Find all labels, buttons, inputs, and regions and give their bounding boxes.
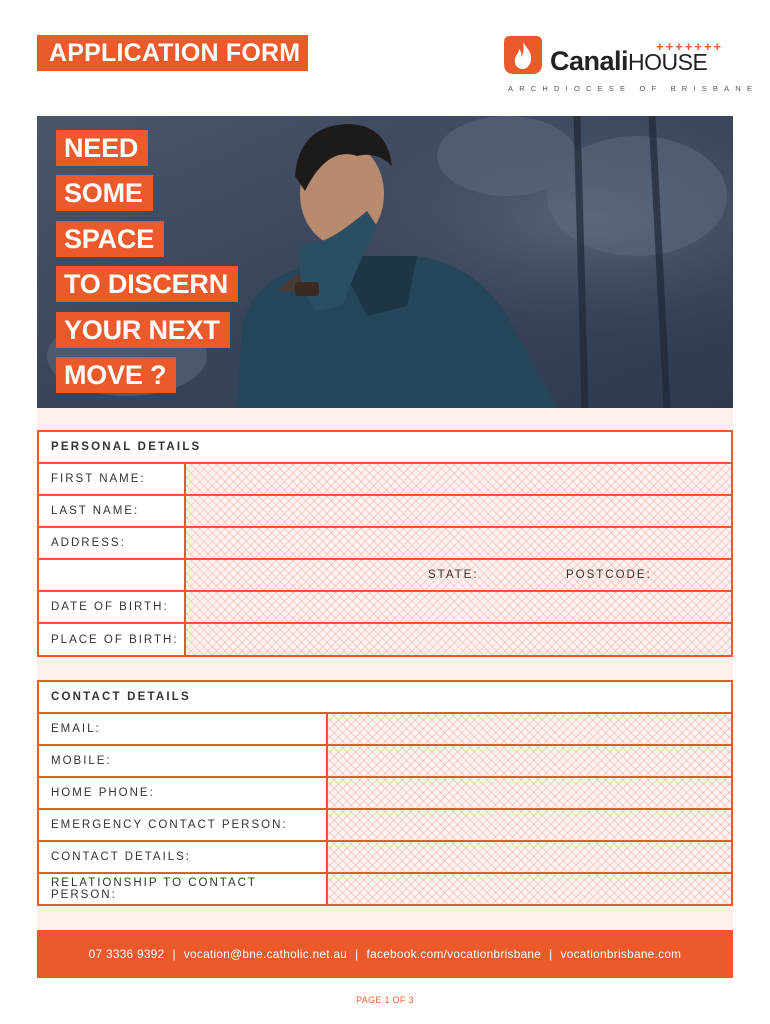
state-label: STATE: — [428, 569, 479, 581]
form-row — [39, 810, 731, 842]
footer-website: vocationbrisbane.com — [560, 947, 682, 961]
form-row — [39, 746, 731, 778]
relationship-field[interactable] — [328, 874, 731, 904]
footer-email: vocation@bne.catholic.net.au — [183, 947, 348, 961]
contact-details-field[interactable] — [328, 842, 731, 872]
last-name-label: LAST NAME: — [39, 496, 186, 526]
section-heading: PERSONAL DETAILS — [39, 432, 731, 464]
contact-details-section — [37, 680, 733, 906]
form-title: APPLICATION FORM — [37, 35, 308, 71]
hero-line-5: YOUR NEXT — [56, 312, 230, 348]
personal-details-section — [37, 430, 733, 657]
address-line-2-field[interactable] — [186, 560, 731, 590]
last-name-field[interactable] — [186, 496, 731, 526]
hero-banner — [37, 116, 733, 408]
address-line-2-label — [39, 560, 186, 590]
footer-separator: | — [355, 947, 359, 961]
form-row — [39, 778, 731, 810]
place-of-birth-label: PLACE OF BIRTH: — [39, 624, 186, 655]
logo-tagline: ARCHDIOCESE OF BRISBANE — [508, 84, 759, 93]
mobile-label: MOBILE: — [39, 746, 328, 776]
hero-line-3: SPACE — [56, 221, 164, 257]
form-row — [39, 592, 731, 624]
home-phone-field[interactable] — [328, 778, 731, 808]
date-of-birth-label: DATE OF BIRTH: — [39, 592, 186, 622]
form-row — [39, 874, 731, 904]
page-number: PAGE 1 OF 3 — [356, 995, 414, 1005]
canali-house-logo — [502, 34, 759, 96]
footer-separator: | — [549, 947, 553, 961]
relationship-label: RELATIONSHIP TO CONTACT PERSON: — [39, 874, 328, 904]
mobile-field[interactable] — [328, 746, 731, 776]
email-label: EMAIL: — [39, 714, 328, 744]
hero-line-1: NEED — [56, 130, 148, 166]
contact-footer — [37, 930, 733, 978]
hero-headline — [56, 130, 238, 402]
form-row — [39, 842, 731, 874]
flame-icon — [502, 34, 544, 76]
form-row — [39, 624, 731, 655]
address-field[interactable] — [186, 528, 731, 558]
postcode-label: POSTCODE: — [566, 569, 652, 581]
logo-name-light: HOUSE — [628, 49, 708, 75]
place-of-birth-field[interactable] — [186, 624, 731, 655]
first-name-field[interactable] — [186, 464, 731, 494]
logo-crosses: +++++++ — [656, 39, 724, 54]
emergency-contact-field[interactable] — [328, 810, 731, 840]
section-heading: CONTACT DETAILS — [39, 682, 731, 714]
contact-details-label: CONTACT DETAILS: — [39, 842, 328, 872]
form-row — [39, 496, 731, 528]
hero-line-2: SOME — [56, 175, 153, 211]
form-row — [39, 528, 731, 560]
hero-line-4: TO DISCERN — [56, 266, 238, 302]
emergency-contact-label: EMERGENCY CONTACT PERSON: — [39, 810, 328, 840]
hero-line-6: MOVE ? — [56, 357, 176, 393]
first-name-label: FIRST NAME: — [39, 464, 186, 494]
footer-phone: 07 3336 9392 — [88, 947, 165, 961]
form-row — [39, 560, 731, 592]
home-phone-label: HOME PHONE: — [39, 778, 328, 808]
footer-facebook: facebook.com/vocationbrisbane — [366, 947, 542, 961]
address-label: ADDRESS: — [39, 528, 186, 558]
date-of-birth-field[interactable] — [186, 592, 731, 622]
logo-name-bold: Canali — [550, 46, 629, 76]
email-field[interactable] — [328, 714, 731, 744]
form-row — [39, 714, 731, 746]
form-row — [39, 464, 731, 496]
footer-separator: | — [172, 947, 176, 961]
